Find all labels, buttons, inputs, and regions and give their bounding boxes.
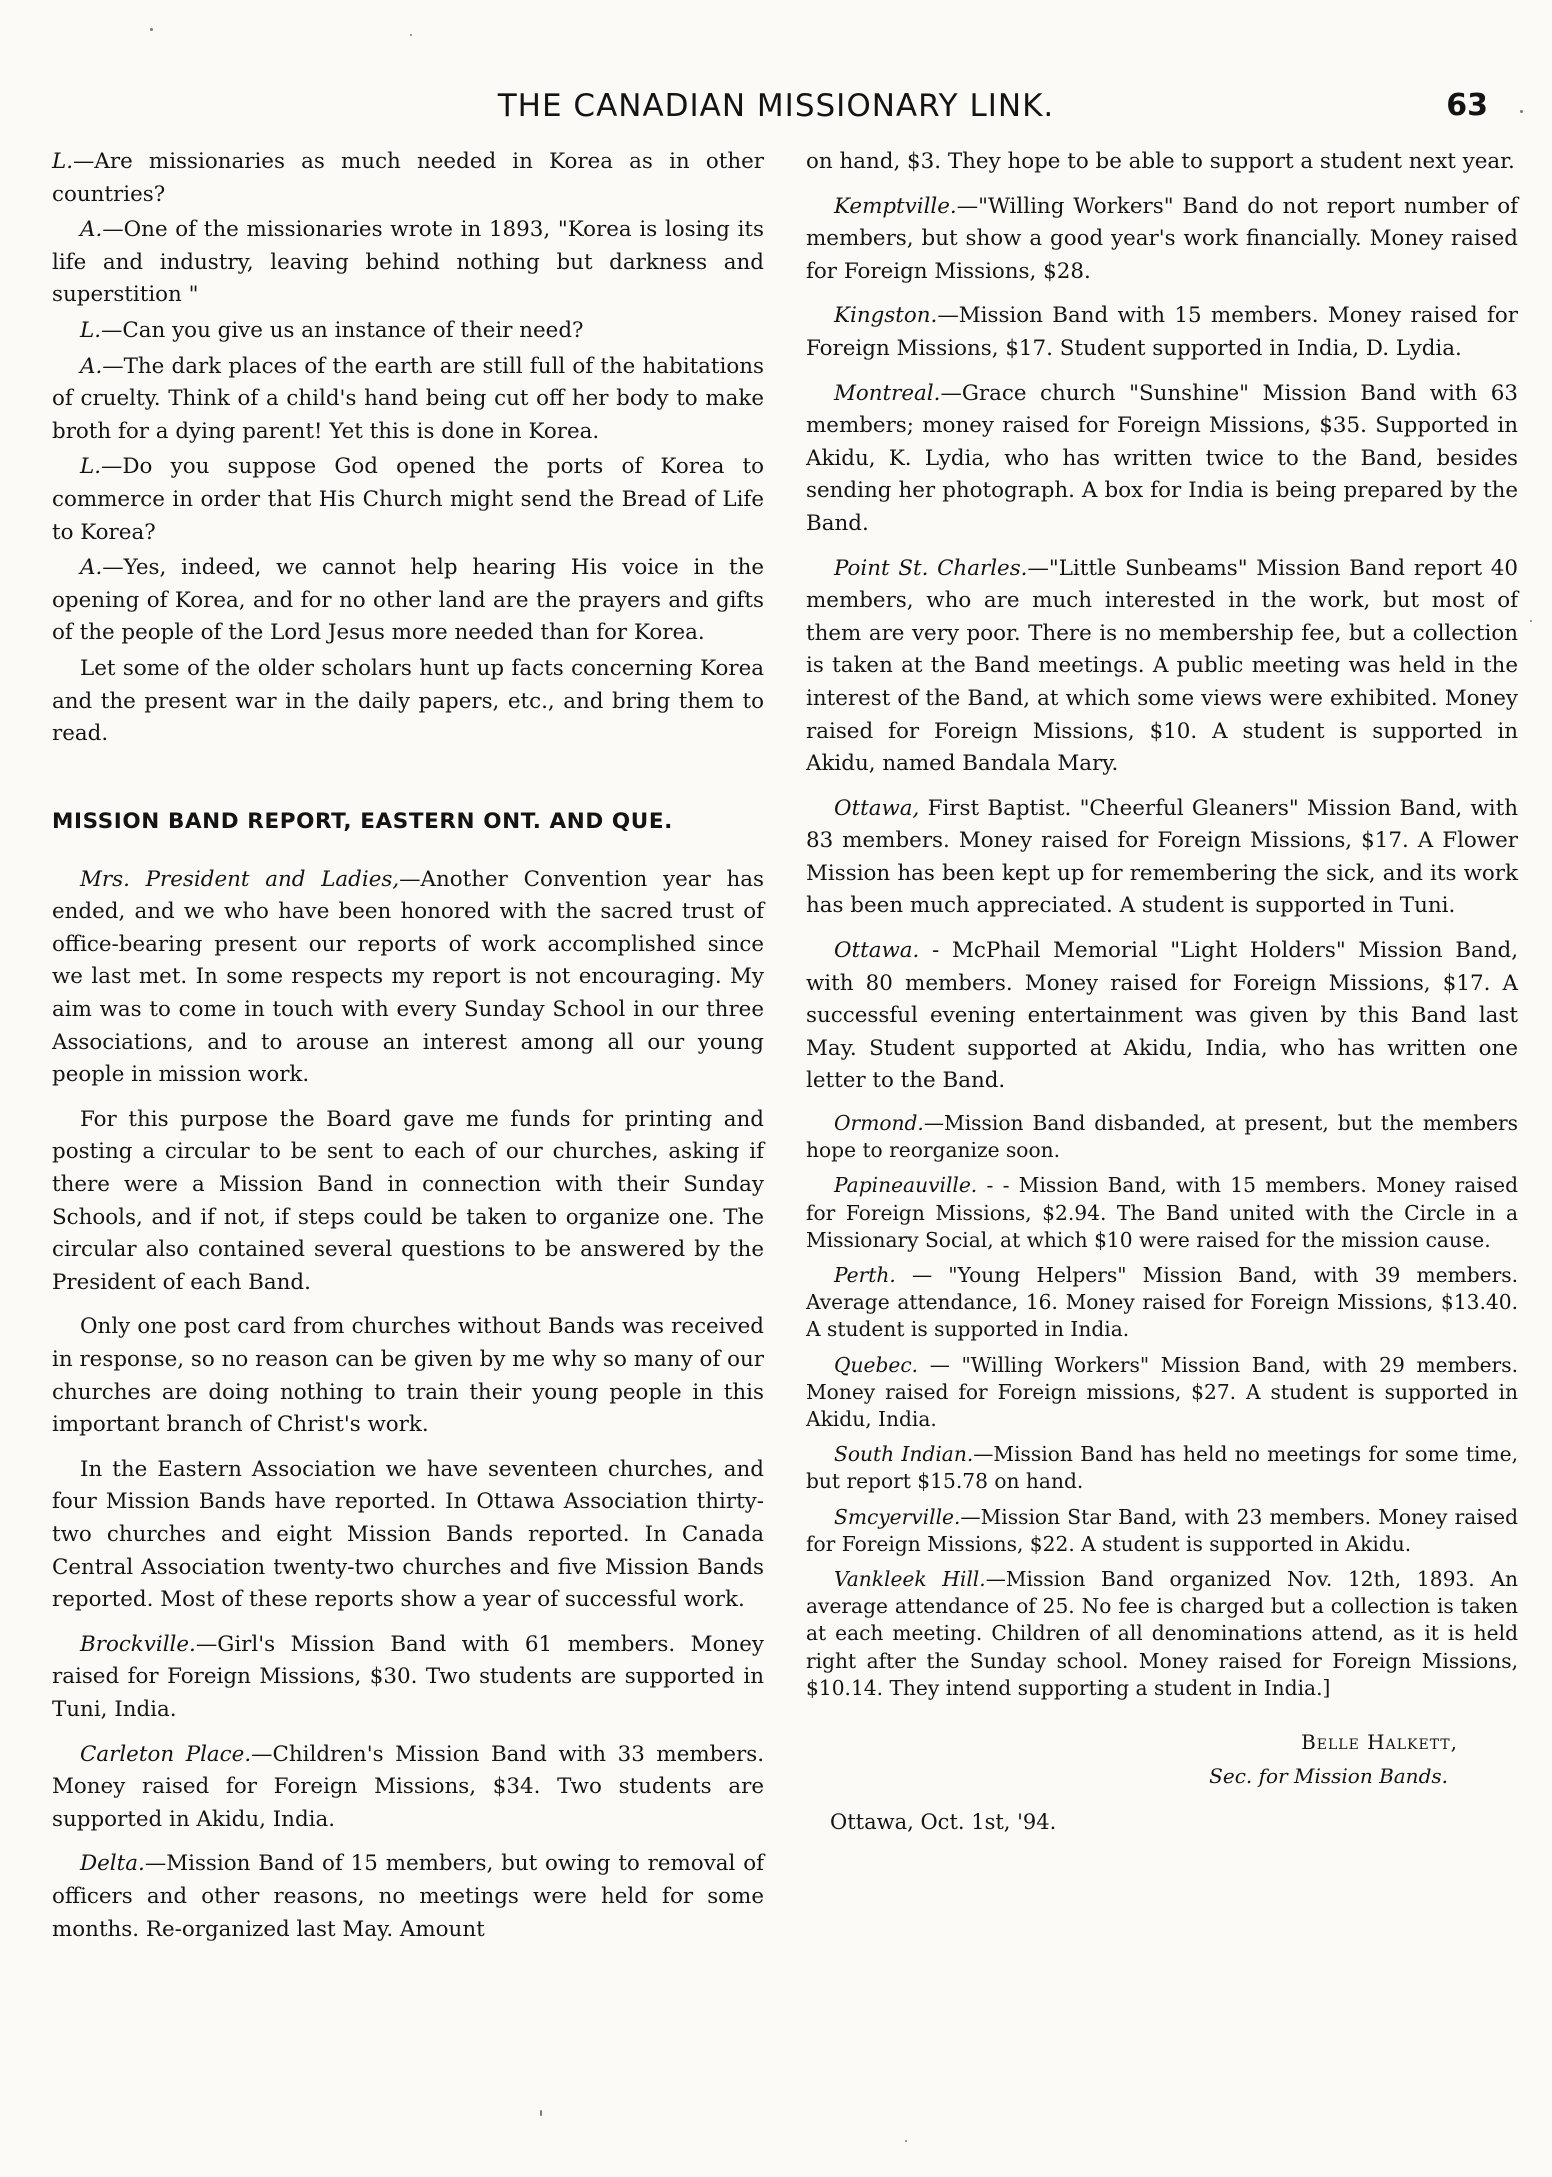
band-entry <box>52 1848 764 1946</box>
band-place: Ormond. <box>834 1111 924 1136</box>
qa-text: One of the missionaries wrote in 1893, "Korea is losing its life and industry, leaving behind nothing but darkness and superstition " <box>52 217 764 308</box>
band-place: Ottawa. <box>834 938 920 964</box>
running-title: THE CANADIAN MISSIONARY LINK. <box>497 88 1055 124</box>
qa-speaker: L.— <box>52 149 95 174</box>
band-text: —Girl's Mission Band with 61 members. Money raised for Foreign Missions, $30. Two students are supported in Tuni, India. <box>52 1631 764 1722</box>
band-text: First Baptist. "Cheerful Gleaners" Mission Band, with 83 members. Money raised for Foreign Missions, $17. A Flower Mission has been kept up for remembering the sick, and its work has been much appreciated. A student is supported in Tuni. <box>806 795 1518 919</box>
qa-text: Are missionaries as much needed in Korea as in other countries? <box>52 149 764 207</box>
report-paragraph <box>52 1104 764 1300</box>
band-text: - - Mission Band, with 15 members. Money raised for Foreign Missions, $2.94. The Band united with the Circle in a Missionary Social, at which $10 were raised for the mission cause. <box>806 1173 1518 1252</box>
salutation: Mrs. President and Ladies, <box>80 866 400 892</box>
band-entry <box>806 300 1518 365</box>
band-text: — "Young Helpers" Mission Band, with 39 members. Average attendance, 16. Money raised for Foreign Missions, $13.40. A student is supported in India. <box>806 1263 1518 1342</box>
band-text: —Mission Band of 15 members, but owing to removal of officers and other reasons, no meetings were held for some months. Re-organized last May. Amount <box>52 1851 764 1942</box>
signer-name: Belle Halkett, <box>1301 1730 1458 1755</box>
band-entry <box>806 553 1518 781</box>
qa-text: Do you suppose God opened the ports of Korea to commerce in order that His Church might send the Bread of Life to Korea? <box>52 454 764 545</box>
qa-speaker: A.— <box>80 353 124 379</box>
paragraph-text: In the Eastern Association we have seventeen churches, and four Mission Bands have reported. In Ottawa Association thirty-two churches and eight Mission Bands reported. In Canada Central Association twenty-two churches and five Mission Bands reported. Most of these reports show a year of successful work. <box>52 1456 764 1613</box>
band-place: Vankleek Hill. <box>834 1567 986 1592</box>
qa-paragraph <box>52 315 764 348</box>
band-place: Delta. <box>80 1851 145 1877</box>
closing-note: Let some of the older scholars hunt up facts concerning Korea and the present war in the daily papers, etc., and bring them to read. <box>52 655 764 747</box>
band-text: —Mission Band has held no meetings for some time, but report $15.78 on hand. <box>806 1442 1518 1494</box>
scan-speck <box>150 28 153 31</box>
scan-speck <box>905 2140 907 2142</box>
band-entry <box>806 1262 1518 1344</box>
band-text: —"Little Sunbeams" Mission Band report 40 members, who are much interested in the work, but most of them are very poor. There is no membership fee, but a collection is taken at the Band meetings. A public meeting was held in the interest of the Band, at which some views were exhibited. Money raised for Foreign Missions, $10. A student is supported in Akidu, named Bandala Mary. <box>806 555 1518 777</box>
paragraph-text: Only one post card from churches without Bands was received in response, so no reason can be given by me why so many of our churches are doing nothing to train their young people in this important branch of Christ's work. <box>52 1314 764 1438</box>
report-paragraph <box>52 1454 764 1617</box>
band-entry <box>806 793 1518 923</box>
qa-speaker: L.— <box>80 454 123 480</box>
continued-paragraph: on hand, $3. They hope to be able to support a student next year. <box>806 149 1515 174</box>
band-place: Ottawa, <box>834 795 920 821</box>
band-entry <box>806 1504 1518 1558</box>
band-place: South Indian. <box>834 1442 974 1467</box>
qa-speaker: L.— <box>80 317 123 343</box>
band-place: Quebec. <box>834 1352 919 1377</box>
band-entry <box>806 1172 1518 1254</box>
scan-speck <box>410 34 412 36</box>
qa-text: Can you give us an instance of their need? <box>122 317 584 343</box>
band-place: Kemptville. <box>834 193 957 219</box>
band-entry <box>806 1352 1518 1434</box>
band-text: —Grace church "Sunshine" Mission Band with 63 members; money raised for Foreign Missions, $35. Supported in Akidu, K. Lydia, who has written twice to the Band, besides sending her photograph. A box for India is being prepared by the Band. <box>806 380 1518 536</box>
qa-paragraph <box>52 451 764 549</box>
band-entry <box>806 1441 1518 1495</box>
band-entry <box>52 1629 764 1727</box>
page-number: 63 <box>1446 88 1488 123</box>
qa-paragraph <box>52 351 764 449</box>
band-text: —Mission Star Band, with 23 members. Money raised for Foreign Missions, $22. A student is supported in Akidu. <box>806 1504 1518 1556</box>
band-entry <box>806 935 1518 1098</box>
page-header <box>0 88 1552 138</box>
scan-speck <box>540 2110 542 2116</box>
qa-text: Yes, indeed, we cannot help hearing His voice in the opening of Korea, and for no other land are the prayers and gifts of the people of the Lord Jesus more needed than for Korea. <box>52 555 764 646</box>
dateline: Ottawa, Oct. 1st, '94. <box>830 1810 1057 1835</box>
qa-paragraph <box>52 146 764 211</box>
qa-paragraph <box>52 214 764 312</box>
paragraph-text: For this purpose the Board gave me funds for printing and posting a circular to be sent to each of our churches, asking if there were a Mission Band in connection with their Sunday Schools, and if not, if steps could be taken to organize one. The circular also contained several questions to be answered by the President of each Band. <box>52 1106 764 1295</box>
signature-block <box>806 1730 1518 1846</box>
band-text: —Children's Mission Band with 33 members. Money raised for Foreign Missions, $34. Two students are supported in Akidu, India. <box>52 1741 764 1832</box>
report-paragraph <box>52 864 764 1092</box>
band-place: Brockville. <box>80 1631 196 1657</box>
right-column <box>806 146 1518 1846</box>
qa-speaker: A.— <box>80 217 124 243</box>
band-place: Kingston. <box>834 303 938 329</box>
paragraph-text: —Another Convention year has ended, and we who have been honored with the sacred trust of office-bearing present our reports of work accomplished since we last met. In some respects my report is not encouraging. My aim was to come in touch with every Sunday School in our three Associations, and to arouse an interest among all our young people in mission work. <box>52 866 764 1088</box>
band-text: - McPhail Memorial "Light Holders" Mission Band, with 80 members. Money raised for Foreign Missions, $17. A successful evening entertainment was given by this Band last May. Student supported at Akidu, India, who has written one letter to the Band. <box>806 938 1518 1094</box>
signer-title: Sec. for Mission Bands. <box>1209 1764 1448 1789</box>
band-text: —"Willing Workers" Band do not report number of members, but show a good year's work financially. Money raised for Foreign Missions, $28. <box>806 193 1518 284</box>
band-entry <box>806 191 1518 289</box>
band-text: —Mission Band with 15 members. Money raised for Foreign Missions, $17. Student supported in India, D. Lydia. <box>806 303 1518 361</box>
band-text: —Mission Band disbanded, at present, but the members hope to reorganize soon. <box>806 1111 1518 1163</box>
band-entry <box>806 1110 1518 1164</box>
qa-text: The dark places of the earth are still full of the habitations of cruelty. Think of a child's hand being cut off her body to make broth for a dying parent! Yet this is done in Korea. <box>52 353 764 444</box>
report-paragraph <box>52 1311 764 1441</box>
band-place: Montreal. <box>834 380 941 406</box>
qa-paragraph <box>52 552 764 650</box>
band-place: Perth. <box>834 1263 896 1288</box>
left-column <box>52 146 764 1958</box>
qa-speaker: A.— <box>80 555 124 581</box>
band-entry <box>806 378 1518 541</box>
band-place: Papineauville. <box>834 1173 978 1198</box>
band-text: —Mission Band organized Nov. 12th, 1893. An average attendance of 25. No fee is charged but a collection is taken at each meeting. Children of all denominations attend, as it is held right after the Sunday school. Money raised for Foreign Missions, $10.14. They intend supporting a student in India.] <box>806 1567 1518 1700</box>
band-place: Smcyerville. <box>834 1504 961 1529</box>
report-heading: MISSION BAND REPORT, EASTERN ONT. AND QUE. <box>52 808 673 834</box>
scan-speck <box>1530 620 1532 622</box>
band-entry <box>52 1739 764 1837</box>
band-text: — "Willing Workers" Mission Band, with 29 members. Money raised for Foreign missions, $27. A student is supported in Akidu, India. <box>806 1352 1518 1432</box>
band-place: Carleton Place. <box>80 1741 252 1767</box>
band-entry <box>806 1566 1518 1702</box>
band-place: Point St. Charles. <box>834 555 1028 581</box>
